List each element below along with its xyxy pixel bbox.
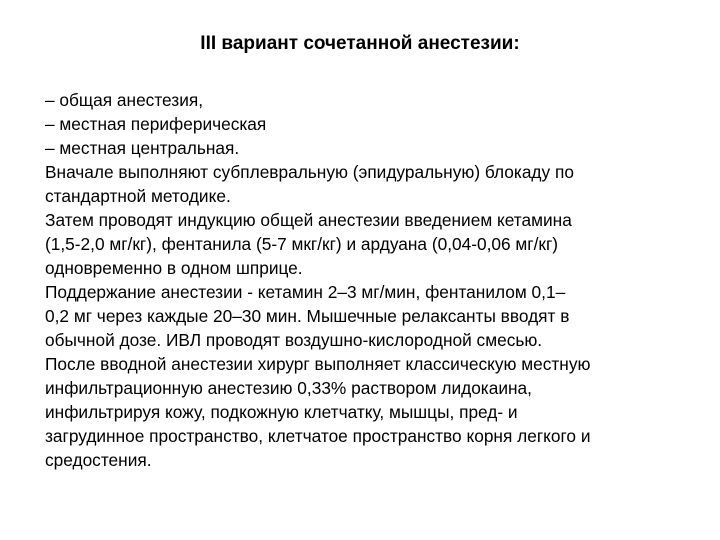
body-line: 0,2 мг через каждые 20–30 мин. Мышечные релаксанты вводят в (45, 306, 570, 326)
slide-body (45, 88, 695, 472)
body-line: – общая анестезия, (45, 90, 204, 110)
body-line: – местная центральная. (45, 138, 240, 158)
body-line: средостения. (45, 450, 152, 470)
body-line: инфильтрационную анестезию 0,33% раствором лидокаина, (45, 378, 532, 398)
body-line: одновременно в одном шприце. (45, 258, 303, 278)
body-line: (1,5-2,0 мг/кг), фентанила (5-7 мкг/кг) и ардуана (0,04-0,06 мг/кг) (45, 234, 559, 254)
body-line: После вводной анестезии хирург выполняет классическую местную (45, 354, 591, 374)
body-line: Поддержание анестезии - кетамин 2–3 мг/мин, фентанилом 0,1– (45, 282, 566, 302)
body-line: Затем проводят индукцию общей анестезии введением кетамина (45, 210, 572, 230)
body-line: инфильтрируя кожу, подкожную клетчатку, мышцы, пред- и (45, 402, 518, 422)
body-line: – местная периферическая (45, 114, 267, 134)
body-line: стандартной методике. (45, 186, 231, 206)
slide-title: III вариант сочетанной анестезии: (200, 33, 520, 54)
body-line: загрудинное пространство, клетчатое пространство корня легкого и (45, 426, 591, 446)
body-line: Вначале выполняют субплевральную (эпидуральную) блокаду по (45, 162, 574, 182)
body-line: обычной дозе. ИВЛ проводят воздушно-кислородной смесью. (45, 330, 543, 350)
